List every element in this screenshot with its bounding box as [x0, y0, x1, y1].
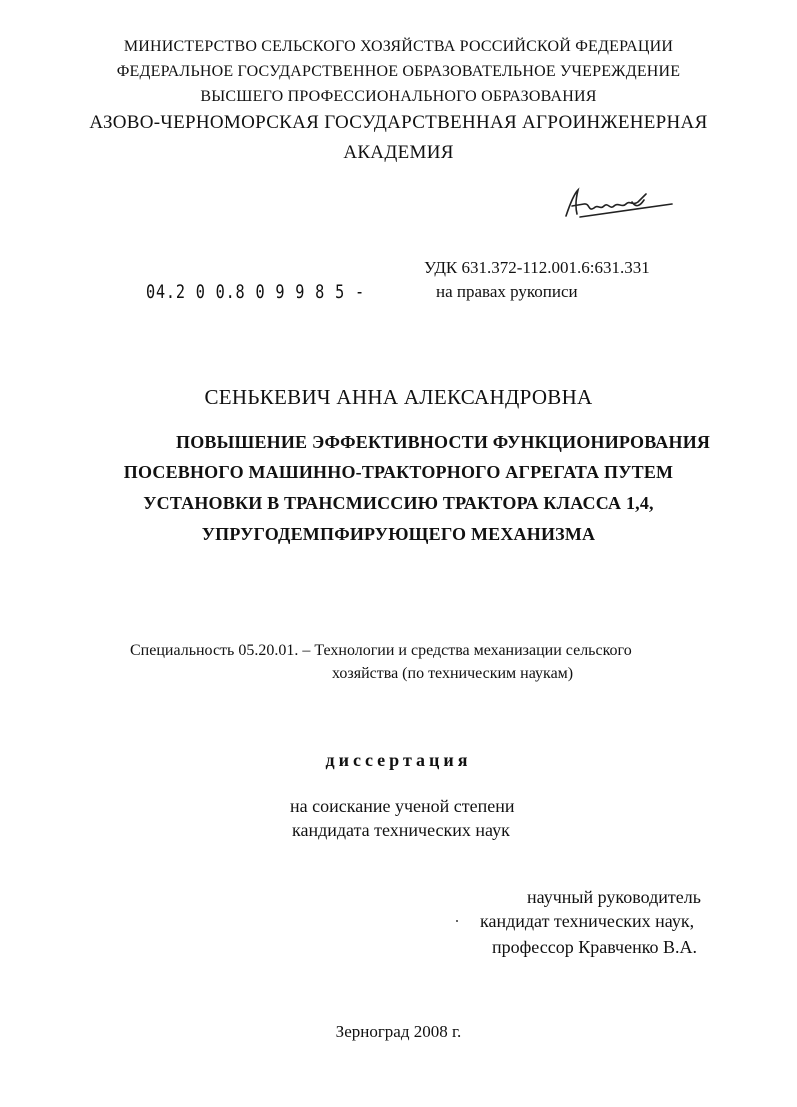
- ministry-line: МИНИСТЕРСТВО СЕЛЬСКОГО ХОЗЯЙСТВА РОССИЙСКОЙ ФЕДЕРАЦИИ: [123, 38, 674, 55]
- title-line-4: УПРУГОДЕМПФИРУЮЩЕГО МЕХАНИЗМА: [201, 524, 596, 544]
- degree-line-2: кандидата технических наук: [292, 820, 510, 840]
- work-type: диссертация: [325, 750, 472, 770]
- title-line-3: УСТАНОВКИ В ТРАНСМИССИЮ ТРАКТОРА КЛАССА 1,4,: [143, 493, 654, 513]
- title-line-2: ПОСЕВНОГО МАШИННО-ТРАКТОРНОГО АГРЕГАТА ПУТЕМ: [123, 462, 674, 482]
- signature-icon: [560, 184, 680, 224]
- city-year: Зерноград 2008 г.: [335, 1022, 462, 1041]
- udk-code: УДК 631.372-112.001.6:631.331: [424, 258, 650, 277]
- specialty-line-2: хозяйства (по техническим наукам): [332, 665, 574, 682]
- institution-type-line: ФЕДЕРАЛЬНОЕ ГОСУДАРСТВЕННОЕ ОБРАЗОВАТЕЛЬНОЕ УЧЕРЕЖДЕНИЕ: [116, 63, 681, 80]
- title-line-1: ПОВЫШЕНИЕ ЭФФЕКТИВНОСТИ ФУНКЦИОНИРОВАНИЯ: [176, 432, 711, 452]
- supervisor-degree: кандидат технических наук,: [480, 911, 695, 931]
- academy-name-line2: АКАДЕМИЯ: [343, 142, 454, 163]
- academy-name-line1: АЗОВО-ЧЕРНОМОРСКАЯ ГОСУДАРСТВЕННАЯ АГРОИНЖЕНЕРНАЯ: [89, 112, 708, 133]
- degree-line-1: на соискание ученой степени: [290, 796, 515, 816]
- scan-dot: [456, 920, 458, 922]
- registration-stamp: 04.2 0 0.8 0 9 9 8 5 -: [146, 281, 365, 303]
- specialty-line-1: Специальность 05.20.01. – Технологии и средства механизации сельского: [130, 642, 632, 659]
- author-name: СЕНЬКЕВИЧ АННА АЛЕКСАНДРОВНА: [204, 385, 593, 409]
- supervisor-name: профессор Кравченко В.А.: [492, 937, 698, 957]
- supervisor-role: научный руководитель: [527, 887, 701, 907]
- education-level-line: ВЫСШЕГО ПРОФЕССИОНАЛЬНОГО ОБРАЗОВАНИЯ: [200, 88, 597, 105]
- manuscript-rights: на правах рукописи: [436, 282, 578, 301]
